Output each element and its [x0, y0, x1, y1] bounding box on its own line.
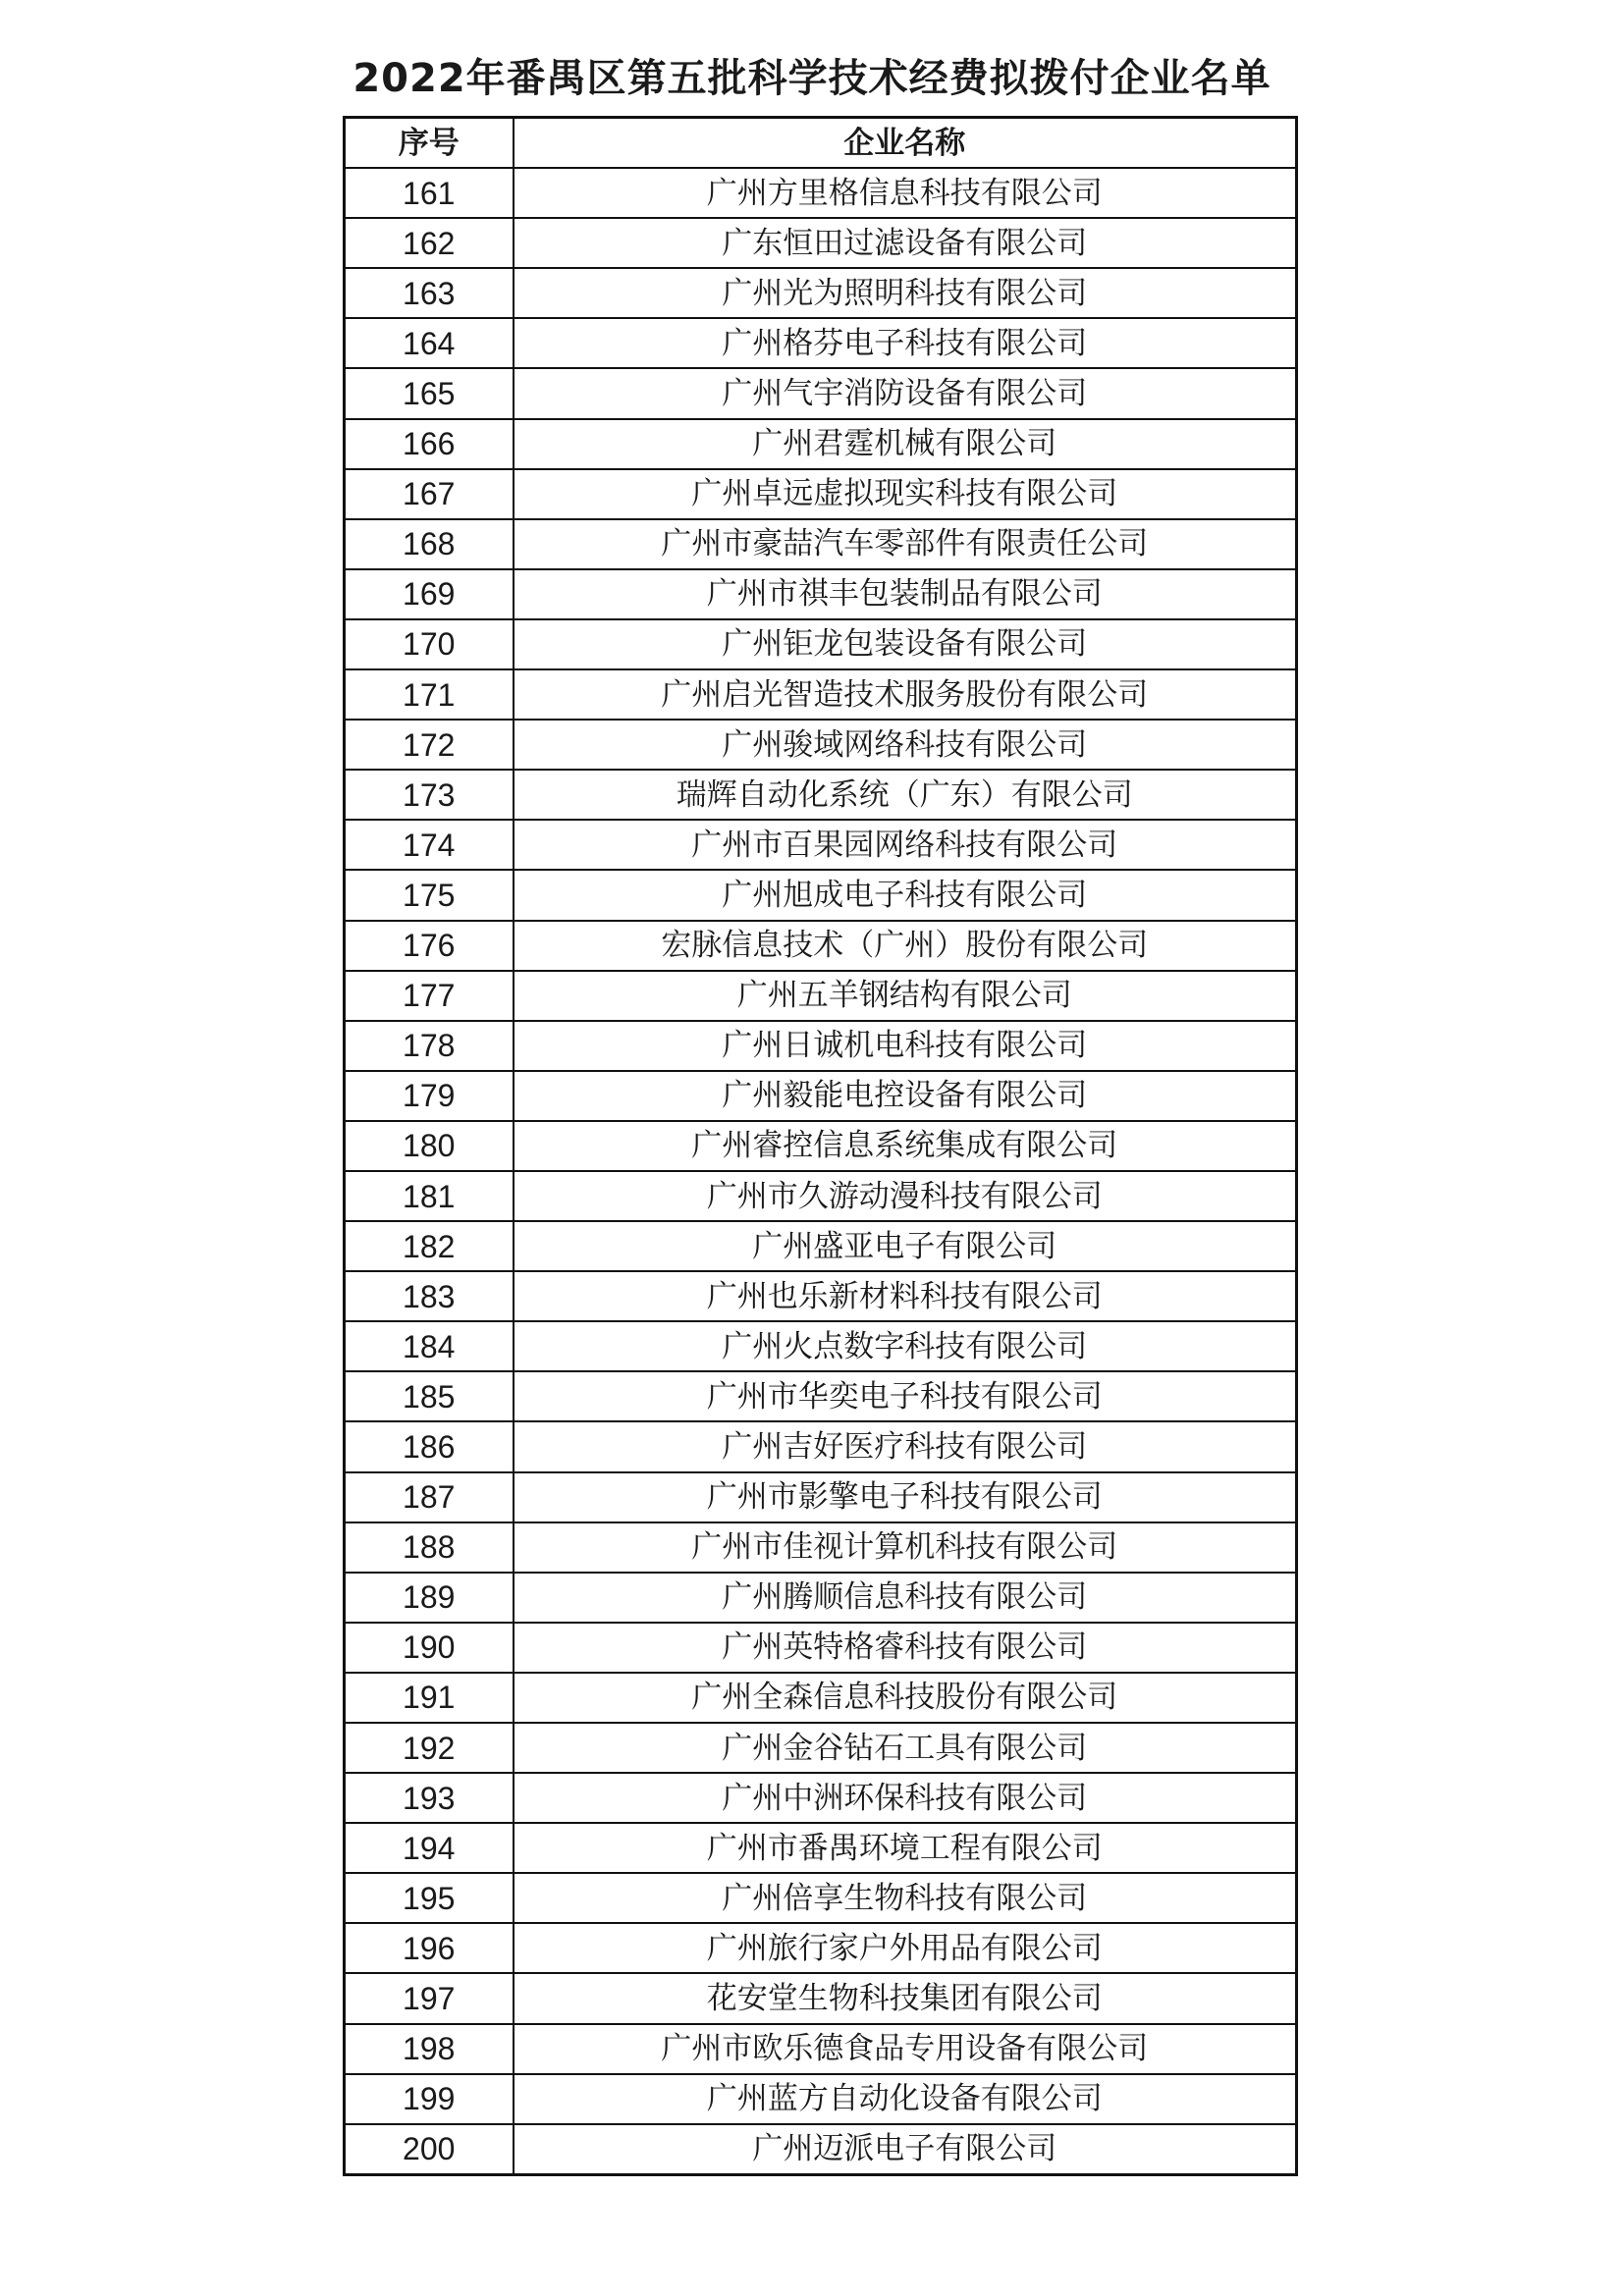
row-company-name: 广东恒田过滤设备有限公司: [514, 218, 1297, 268]
row-company-name: 广州启光智造技术服务股份有限公司: [514, 669, 1297, 720]
row-company-name: 广州腾顺信息科技有限公司: [514, 1573, 1297, 1623]
header-company-name: 企业名称: [514, 118, 1297, 169]
row-seq: 172: [345, 720, 514, 770]
row-company-name: 广州市番禺环境工程有限公司: [514, 1823, 1297, 1873]
table-row: [345, 1573, 1297, 1623]
table-row: [345, 469, 1297, 519]
row-company-name: 广州卓远虚拟现实科技有限公司: [514, 469, 1297, 519]
company-list-table: [343, 116, 1298, 2176]
row-company-name: 广州金谷钻石工具有限公司: [514, 1723, 1297, 1773]
table-row: [345, 368, 1297, 418]
row-company-name: 广州市祺丰包装制品有限公司: [514, 569, 1297, 619]
row-company-name: 广州吉好医疗科技有限公司: [514, 1421, 1297, 1471]
row-company-name: 广州倍享生物科技有限公司: [514, 1873, 1297, 1923]
table-row: [345, 1221, 1297, 1271]
row-company-name: 广州格芬电子科技有限公司: [514, 318, 1297, 368]
row-company-name: 广州旭成电子科技有限公司: [514, 870, 1297, 920]
row-company-name: 广州旅行家户外用品有限公司: [514, 1923, 1297, 1973]
row-company-name: 广州日诚机电科技有限公司: [514, 1021, 1297, 1071]
table-row: [345, 419, 1297, 469]
row-company-name: 广州市华奕电子科技有限公司: [514, 1371, 1297, 1421]
table-row: [345, 1121, 1297, 1171]
row-company-name: 广州方里格信息科技有限公司: [514, 168, 1297, 218]
row-seq: 182: [345, 1221, 514, 1271]
table-row: [345, 921, 1297, 971]
page-title: 2022年番禺区第五批科学技术经费拟拨付企业名单: [352, 56, 1272, 101]
row-company-name: 广州迈派电子有限公司: [514, 2124, 1297, 2175]
header-seq: 序号: [345, 118, 514, 169]
row-company-name: 广州市豪喆汽车零部件有限责任公司: [514, 519, 1297, 569]
table-row: [345, 720, 1297, 770]
row-seq: 168: [345, 519, 514, 569]
row-seq: 178: [345, 1021, 514, 1071]
row-company-name: 广州也乐新材料科技有限公司: [514, 1271, 1297, 1321]
table-row: [345, 820, 1297, 870]
table-row: [345, 318, 1297, 368]
row-seq: 163: [345, 268, 514, 318]
row-seq: 195: [345, 1873, 514, 1923]
row-seq: 173: [345, 770, 514, 820]
row-seq: 197: [345, 1973, 514, 2023]
row-seq: 162: [345, 218, 514, 268]
table-row: [345, 2074, 1297, 2124]
row-company-name: 广州市影擎电子科技有限公司: [514, 1472, 1297, 1522]
row-company-name: 广州毅能电控设备有限公司: [514, 1071, 1297, 1121]
row-seq: 185: [345, 1371, 514, 1421]
row-seq: 186: [345, 1421, 514, 1471]
table-body: [345, 168, 1297, 2174]
table-row: [345, 1873, 1297, 1923]
row-seq: 181: [345, 1171, 514, 1221]
table-row: [345, 971, 1297, 1021]
table-header-row: [345, 118, 1297, 169]
row-company-name: 广州市百果园网络科技有限公司: [514, 820, 1297, 870]
row-seq: 188: [345, 1522, 514, 1573]
row-seq: 191: [345, 1673, 514, 1723]
row-seq: 161: [345, 168, 514, 218]
row-seq: 198: [345, 2024, 514, 2074]
table-row: [345, 2024, 1297, 2074]
table-row: [345, 268, 1297, 318]
row-seq: 184: [345, 1321, 514, 1371]
table-row: [345, 1673, 1297, 1723]
table-row: [345, 1973, 1297, 2023]
row-seq: 183: [345, 1271, 514, 1321]
table-row: [345, 519, 1297, 569]
row-seq: 200: [345, 2124, 514, 2175]
row-company-name: 广州市欧乐德食品专用设备有限公司: [514, 2024, 1297, 2074]
table-row: [345, 1623, 1297, 1673]
row-company-name: 广州睿控信息系统集成有限公司: [514, 1121, 1297, 1171]
table-row: [345, 218, 1297, 268]
table-row: [345, 619, 1297, 669]
row-seq: 171: [345, 669, 514, 720]
row-seq: 167: [345, 469, 514, 519]
row-seq: 166: [345, 419, 514, 469]
row-company-name: 广州火点数字科技有限公司: [514, 1321, 1297, 1371]
table-row: [345, 1171, 1297, 1221]
row-company-name: 广州英特格睿科技有限公司: [514, 1623, 1297, 1673]
table-row: [345, 1021, 1297, 1071]
row-seq: 165: [345, 368, 514, 418]
row-seq: 177: [345, 971, 514, 1021]
table-row: [345, 1271, 1297, 1321]
row-seq: 193: [345, 1773, 514, 1823]
table-row: [345, 770, 1297, 820]
row-company-name: 广州中洲环保科技有限公司: [514, 1773, 1297, 1823]
row-seq: 194: [345, 1823, 514, 1873]
row-seq: 170: [345, 619, 514, 669]
row-seq: 169: [345, 569, 514, 619]
table-row: [345, 1371, 1297, 1421]
row-company-name: 广州光为照明科技有限公司: [514, 268, 1297, 318]
row-company-name: 宏脉信息技术（广州）股份有限公司: [514, 921, 1297, 971]
table-row: [345, 1472, 1297, 1522]
table-row: [345, 1522, 1297, 1573]
table-row: [345, 569, 1297, 619]
row-company-name: 广州气宇消防设备有限公司: [514, 368, 1297, 418]
row-company-name: 广州盛亚电子有限公司: [514, 1221, 1297, 1271]
row-seq: 187: [345, 1472, 514, 1522]
table-row: [345, 2124, 1297, 2175]
table-row: [345, 669, 1297, 720]
table-row: [345, 168, 1297, 218]
row-company-name: 花安堂生物科技集团有限公司: [514, 1973, 1297, 2023]
row-seq: 174: [345, 820, 514, 870]
table-row: [345, 1421, 1297, 1471]
row-seq: 199: [345, 2074, 514, 2124]
table-row: [345, 1773, 1297, 1823]
row-company-name: 广州骏域网络科技有限公司: [514, 720, 1297, 770]
row-seq: 196: [345, 1923, 514, 1973]
table-row: [345, 1723, 1297, 1773]
row-company-name: 广州蓝方自动化设备有限公司: [514, 2074, 1297, 2124]
row-company-name: 广州市佳视计算机科技有限公司: [514, 1522, 1297, 1573]
row-seq: 192: [345, 1723, 514, 1773]
row-seq: 176: [345, 921, 514, 971]
row-seq: 164: [345, 318, 514, 368]
row-seq: 179: [345, 1071, 514, 1121]
row-seq: 190: [345, 1623, 514, 1673]
row-company-name: 广州全森信息科技股份有限公司: [514, 1673, 1297, 1723]
row-company-name: 瑞辉自动化系统（广东）有限公司: [514, 770, 1297, 820]
row-seq: 175: [345, 870, 514, 920]
row-seq: 180: [345, 1121, 514, 1171]
table-row: [345, 870, 1297, 920]
table-row: [345, 1823, 1297, 1873]
table-row: [345, 1923, 1297, 1973]
table-row: [345, 1071, 1297, 1121]
row-company-name: 广州五羊钢结构有限公司: [514, 971, 1297, 1021]
row-company-name: 广州市久游动漫科技有限公司: [514, 1171, 1297, 1221]
row-seq: 189: [345, 1573, 514, 1623]
row-company-name: 广州君霆机械有限公司: [514, 419, 1297, 469]
row-company-name: 广州钜龙包装设备有限公司: [514, 619, 1297, 669]
table-row: [345, 1321, 1297, 1371]
